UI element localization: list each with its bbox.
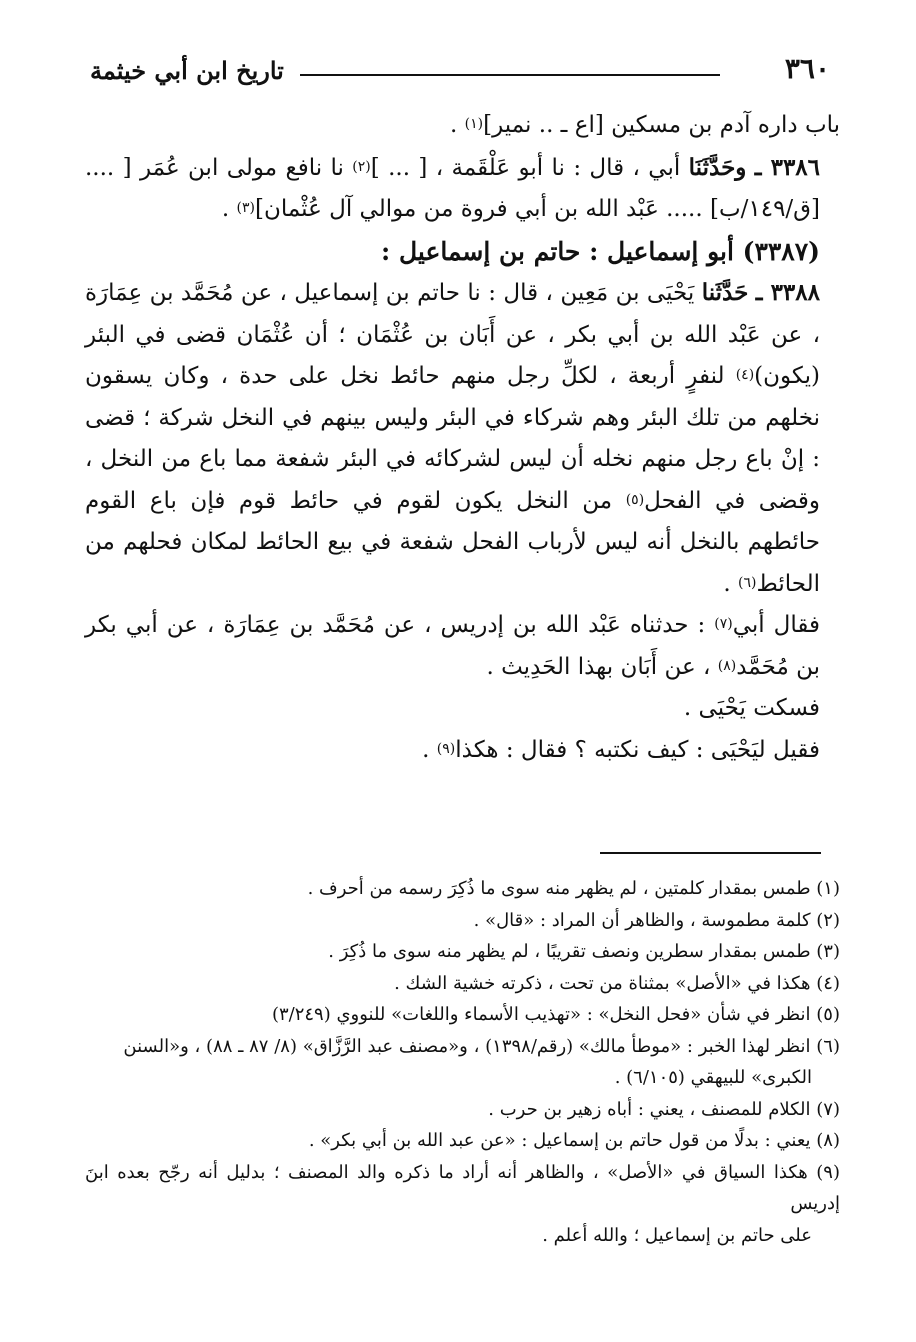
footnote-ref[interactable]: (٨) bbox=[717, 657, 737, 674]
hadith-3388: ٣٣٨٨ ـ حَدَّثَنا يَحْيَى بن مَعِين ، قال : نا حاتم بن إسماعيل ، عن مُحَمَّد بن عِمَارَة ، عن عَبْد الله بن أبي بكر ، عن أَبَان بن عُثْمَان ؛ أن عُثْمَان قضى في البئر (يكون)$^{(٤)}$ لنفرٍ أربعة ، لكلِّ رجل منهم حائط نخل على حدة ، وكان يسقون نخلهم من تلك البئر وهم شركاء في البئر وليس بينهم في النخل شركة ؛ قضى : إنْ باع رجل منهم نخله أن ليس لشركائه في البئر شفعة مما باع من النخل ، وقضى في الفحل$^{(٥)}$ من النخل يكون لقوم في حائط قوم فإن باع القوم حائطهم بالنخل أنه ليس لأرباب الفحل شفعة في بيع الحائط لمكان فحلهم من الحائط$^{(٦)}$ . bbox=[85, 279, 820, 597]
page-number: ٣٦٠ bbox=[784, 52, 830, 85]
book-title: تاريخ ابن أبي خيثمة bbox=[90, 56, 284, 85]
footnote: (٣) طمس بمقدار سطرين ونصف تقريبًا ، لم يظهر منه سوى ما ذُكِرَ . bbox=[328, 941, 840, 962]
footnote: (٢) كلمة مطموسة ، والظاهر أن المراد : «قال» . bbox=[473, 909, 840, 931]
paragraph: فسكت يَحْيَى . bbox=[683, 695, 820, 721]
hadith-number: ٣٣٨٦ ـ bbox=[754, 153, 821, 181]
footnote-ref[interactable]: (٣) bbox=[236, 200, 255, 216]
footnote-ref[interactable]: (٤) bbox=[735, 367, 755, 383]
footnote-ref[interactable]: (٦) bbox=[738, 574, 757, 591]
footnote-ref[interactable]: (٥) bbox=[625, 491, 645, 508]
footnote: (٦) انظر لهذا الخبر : «موطأ مالك» (رقم/١٣٩٨) ، و«مصنف عبد الرَّزَّاق» (٨/ ٨٧ ـ ٨٨) ، و«السنن bbox=[123, 1035, 840, 1057]
footnote-ref[interactable]: (٢) bbox=[352, 158, 371, 175]
footnote-continuation: الكبرى» للبيهقي (٦/١٠٥) . bbox=[614, 1067, 812, 1088]
footnote: (٨) يعني : بدلًا من قول حاتم بن إسماعيل : «عن عبد الله بن أبي بكر» . bbox=[308, 1130, 840, 1151]
paragraph: فقال أبي$^{(٧)}$ : حدثناه عَبْد الله بن إدريس ، عن مُحَمَّد بن عِمَارَة ، عن أبي بكر بن مُحَمَّد$^{(٨)}$ ، عن أَبَان بهذا الحَدِيث . bbox=[85, 612, 820, 680]
header-rule bbox=[300, 74, 720, 76]
hadith-3386: ٣٣٨٦ ـ وحَدَّثَنَا أبي ، قال : نا أبو عَلْقَمة ، [ ... ]$^{(٢)}$ نا نافع مولى ابن عُمَر [ .... [ق/١٤٩/ب] ..... عَبْد الله بن أبي فروة من موالي آل عُثْمان]$^{(٣)}$ . bbox=[85, 153, 821, 222]
main-text bbox=[85, 105, 840, 771]
paragraph: فقيل ليَحْيَى : كيف نكتبه ؟ فقال : هكذا$^{(٩)}$ . bbox=[422, 736, 820, 763]
footnote-continuation: على حاتم بن إسماعيل ؛ والله أعلم . bbox=[542, 1224, 812, 1246]
hadith-number: ٣٣٨٨ ـ bbox=[755, 279, 820, 306]
footnote-separator bbox=[600, 852, 821, 854]
footnote: (١) طمس بمقدار كلمتين ، لم يظهر منه سوى ما ذُكِرَ رسمه من أحرف . bbox=[307, 878, 840, 899]
entry-heading-3387: (٣٣٨٧) أبو إسماعيل : حاتم بن إسماعيل : bbox=[381, 236, 820, 266]
footnote: (٧) الكلام للمصنف ، يعني : أباه زهير بن حرب . bbox=[488, 1098, 840, 1120]
footnote-ref[interactable]: (٧) bbox=[714, 616, 733, 632]
page-header bbox=[90, 52, 830, 92]
footnote: (٤) هكذا في «الأصل» بمثناة من تحت ، ذكرته خشية الشك . bbox=[394, 972, 840, 994]
footnotes bbox=[85, 873, 840, 1251]
footnote-ref[interactable]: (١) bbox=[464, 116, 484, 132]
text-line: باب داره آدم بن مسكين [اع ـ .. نمير]$^{(١)}$ . bbox=[450, 112, 840, 138]
footnote: (٩) هكذا السياق في «الأصل» ، والظاهر أنه أراد ما ذكره والد المصنف ؛ بدليل أنه رجّح بعده ابنَ إدريس bbox=[85, 1161, 840, 1214]
footnote-ref[interactable]: (٩) bbox=[436, 740, 456, 757]
footnote: (٥) انظر في شأن «فحل النخل» : «تهذيب الأسماء واللغات» للنووي (٣/٢٤٩) bbox=[271, 1004, 840, 1025]
